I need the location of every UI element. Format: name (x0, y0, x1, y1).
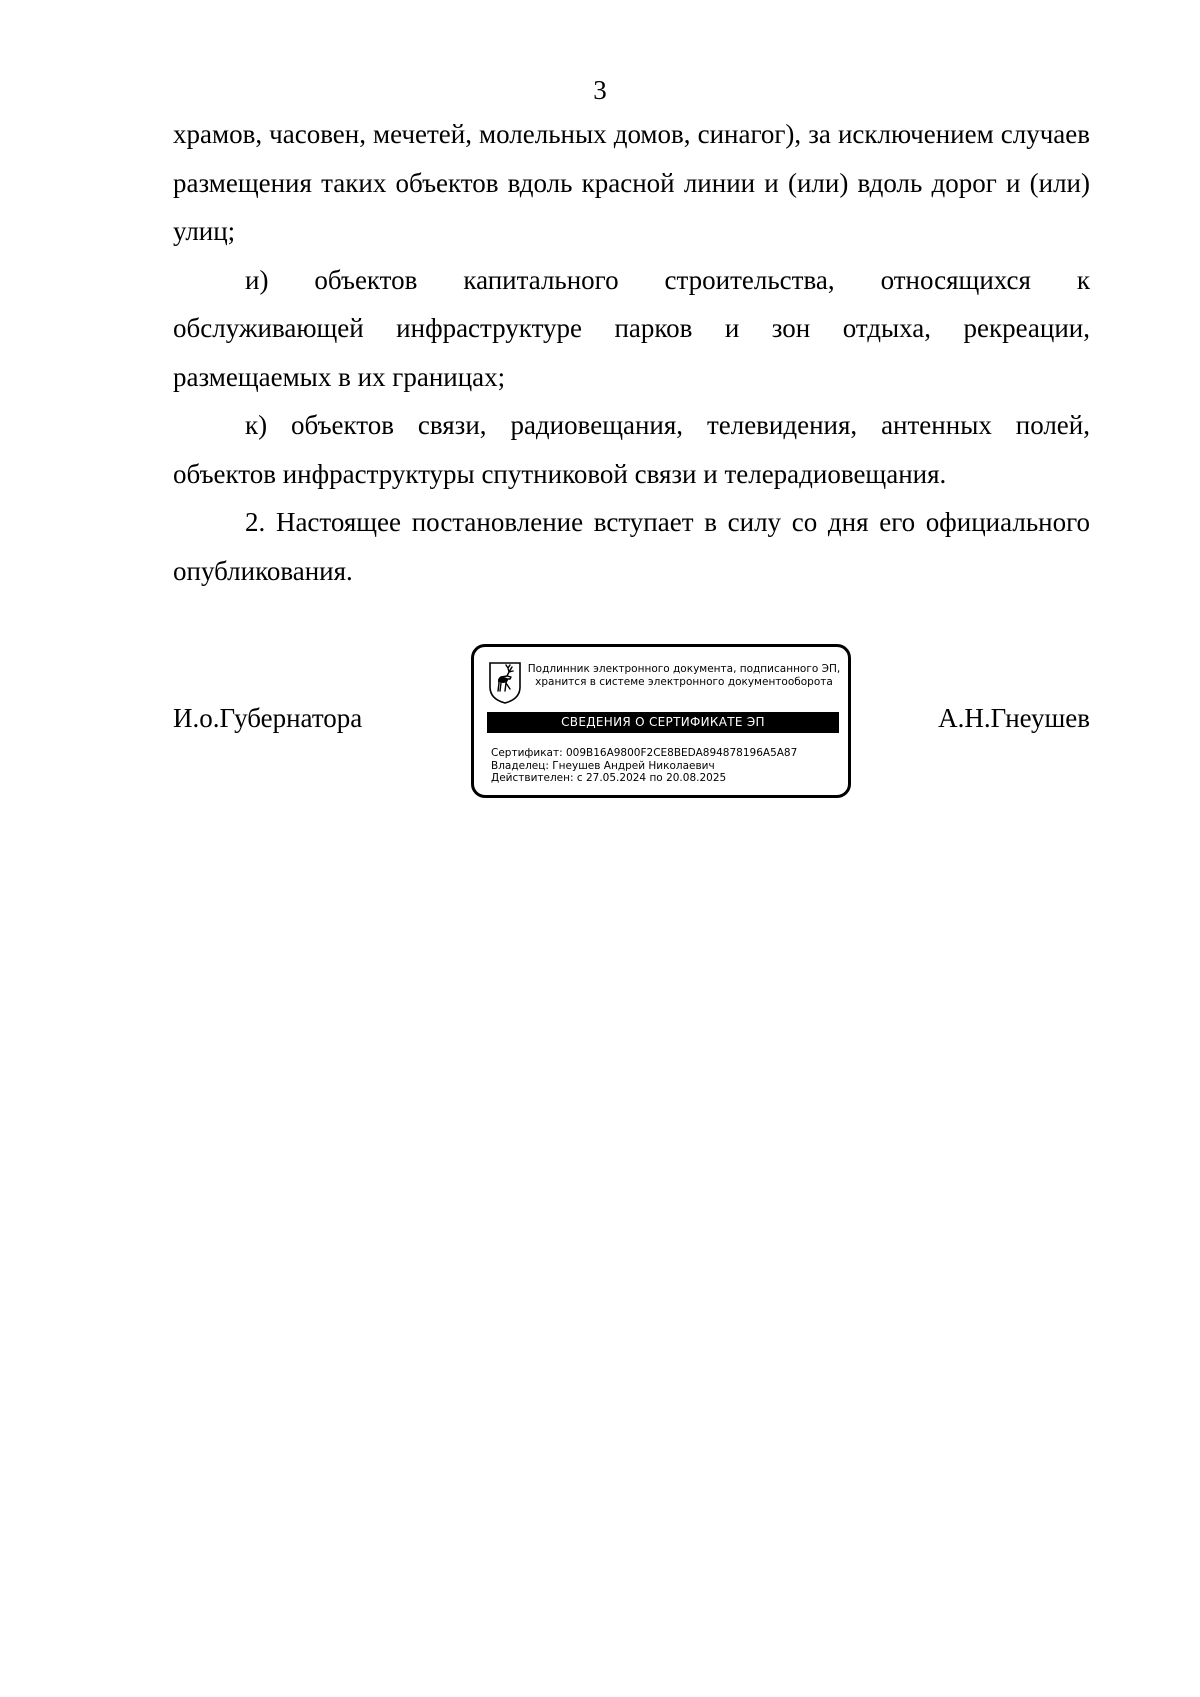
paragraph-item-k: к) объектов связи, радиовещания, телевидения, антенных полей, объектов инфраструктуры спутниковой связи и телерадиовещания. (173, 410, 1090, 489)
paragraph-continuation: храмов, часовен, мечетей, молельных домов, синагог), за исключением случаев размещения таких объектов вдоль красной линии и (или) вдоль дорог и (или) улиц; (173, 119, 1090, 246)
electronic-signature-stamp (471, 644, 851, 798)
deer-coat-of-arms-icon (488, 661, 522, 705)
certificate-validity: Действителен: с 27.05.2024 по 20.08.2025 (491, 772, 727, 784)
stamp-header (524, 663, 844, 689)
stamp-header-line: хранится в системе электронного документооборота (535, 676, 833, 688)
certificate-number: Сертификат: 009B16A9800F2CE8BEDA894878196A5A87 (491, 747, 798, 759)
page-number: 3 (593, 75, 607, 105)
paragraph-clause-2: 2. Настоящее постановление вступает в силу со дня его официального опубликования. (173, 507, 1090, 586)
signatory-name: А.Н.Гнеушев (938, 703, 1090, 733)
stamp-header-line: Подлинник электронного документа, подписанного ЭП, (527, 663, 841, 675)
stamp-details (491, 747, 841, 785)
stamp-banner: СВЕДЕНИЯ О СЕРТИФИКАТЕ ЭП (487, 712, 839, 733)
signatory-role: И.о.Губернатора (173, 703, 363, 733)
document-body (173, 110, 1090, 595)
paragraph-item-i: и) объектов капитального строительства, относящихся к обслуживающей инфраструктуре парков и зон отдыха, рекреации, размещаемых в их границах; (173, 264, 1090, 392)
certificate-owner: Владелец: Гнеушев Андрей Николаевич (491, 759, 715, 772)
